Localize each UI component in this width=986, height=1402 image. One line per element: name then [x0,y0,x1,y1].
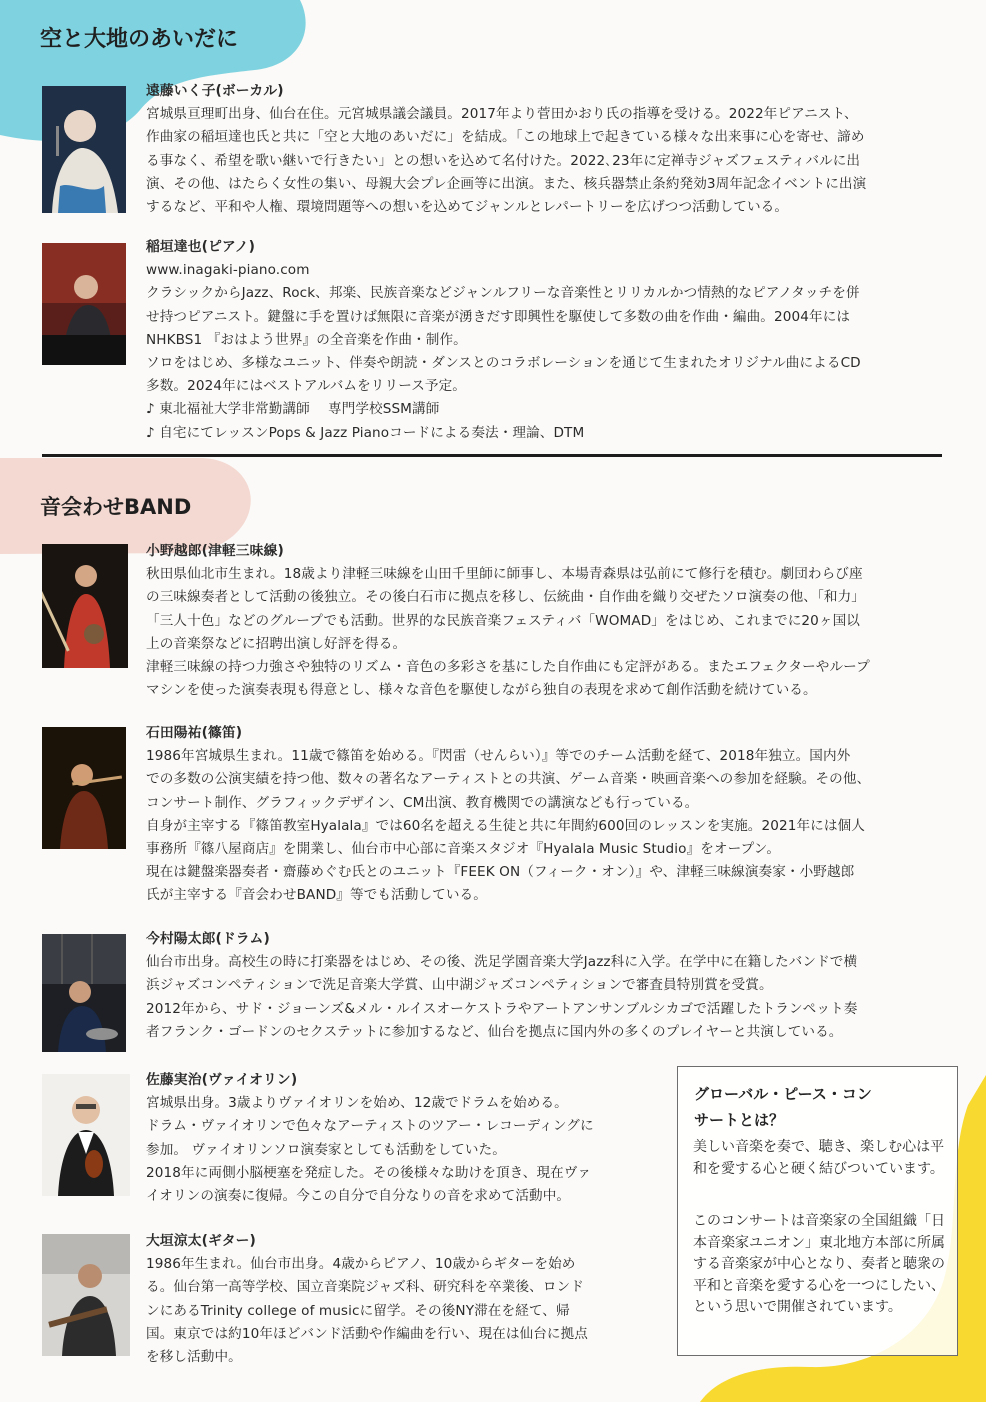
member-bio-line: 浜ジャズコンペティションで洗足音楽大学賞、山中湖ジャズコンペティションで審査員特別賞を受賞。 [146,977,773,994]
profile-photo [42,1234,130,1356]
member-name: 今村陽太郎(ドラム) [146,931,270,947]
info-box-paragraph: 美しい音楽を奏で、聴き、楽しむ心は平和を愛する心と硬く結びついています。 [693,1139,945,1177]
member-website-link[interactable]: www.inagaki-piano.com [146,262,310,279]
info-box-paragraph: このコンサートは音楽家の全国組織「日本音楽家ユニオン」東北地方本部に所属する音楽家が中心となり、奏者と聴衆の平和と音楽を愛する心を一つにしたい、という思いで開催されています。 [693,1213,945,1315]
profile-photo [42,1074,130,1196]
section-divider [42,454,942,457]
member-bio-line: での多数の公演実績を持つ他、数々の著名なアーティストとの共演、ゲーム音楽・映画音楽への参加を経験。その他、 [146,771,871,788]
profile-photo [42,934,126,1052]
member-bio-line: 現在は鍵盤楽器奏者・齋藤めぐむ氏とのユニット『FEEK ON（フィーク・オン）』や、津軽三味線演奏家・小野越郎 [146,864,855,881]
info-box [677,1066,958,1356]
profile-photo [42,86,126,213]
member-bio-line: せ持つピアニスト。鍵盤に手を置けば無限に音楽が湧きだす即興性を駆使して多数の曲を作曲・編曲。2004年には [146,308,851,325]
member-bio-line: 1986年宮城県生まれ。11歳で篠笛を始める。『閃雷（せんらい）』等でのチーム活動を経て、2018年独立。国内外 [146,748,851,765]
member-name: 佐藤実治(ヴァイオリン) [146,1072,298,1088]
member-bio-line: ソロをはじめ、多様なユニット、伴奏や朗読・ダンスとのコラボレーションを通じて生まれたオリジナル曲によるCD [146,355,861,372]
member-bio-line: 「三人十色」などのグループでも活動。世界的な民族音楽フェスティバ「WOMAD」をはじめ、これまでに20ヶ国以 [146,612,860,629]
member-bio-line: NHKBS1 『おはよう世界』の全音楽を作曲・制作。 [146,331,467,348]
member-bio-line: イオリンの演奏に復帰。今この自分で自分なりの音を求めて活動中。 [146,1188,571,1205]
member-bio-line: る。仙台第一高等学校、国立音楽院ジャズ科、研究科を卒業後、ロンド [146,1279,584,1296]
info-box-title: グローバル・ピース・コンサートとは？ [694,1085,872,1129]
member-bio-line: 秋田県仙北市生まれ。18歳より津軽三味線を山田千里師に師事し、本場青森県は弘前にて修行を積む。劇団わらび座 [146,566,863,583]
member-bio-line: クラシックからJazz、Rock、邦楽、民族音楽などジャンルフリーな音楽性とリリカルかつ情熱的なピアノタッチを併 [146,285,860,302]
member-name: 遠藤いく子(ボーカル) [146,83,284,99]
member-bio-line: 2018年に両側小脳梗塞を発症した。その後様々な助けを頂き、現在ヴァ [146,1164,592,1181]
member-name: 大垣涼太(ギター) [146,1233,256,1249]
member-bio-line: ♪ 東北福祉大学非常勤講師 専門学校SSM講師 [146,401,440,418]
profile-photo [42,727,126,849]
member-bio-line: 自身が主宰する『篠笛教室Hyalala』では60名を超える生徒と共に年間約600回のレッスンを実施。2021年には個人 [146,817,865,834]
member-bio-line: 事務所『篠八屋商店』を開業し、仙台市中心部に音楽スタジオ『Hyalala Music Studio』をオープン。 [146,841,781,858]
member-bio-line: の三味線奏者として活動の後独立。その後白石市に拠点を移し、伝統曲・自作曲を織り交ぜたソロ演奏の他、「和力」 [146,589,865,606]
member-name: 稲垣達也(ピアノ) [146,239,255,255]
member-bio-line: ンにあるTrinity college of musicに留学。その後NY滞在を経て、帰 [146,1302,570,1319]
member-bio-line: る事なく、希望を歌い継いで行きたい」との想いを込めて名付けた。2022､23年に定禅寺ジャズフェスティバルに出 [146,152,861,169]
member-bio-line: 1986年生まれ。仙台市出身。4歳からピアノ、10歳からギターを始め [146,1256,576,1273]
member-bio-line: ♪ 自宅にてレッスンPops & Jazz Pianoコードによる奏法・理論、DTM [146,424,585,441]
profile-photo [42,243,126,365]
member-bio-line: 国。東京では約10年ほどバンド活動や作編曲を行い、現在は仙台に拠点 [146,1325,589,1342]
member-bio-line: コンサート制作、グラフィックデザイン、CM出演、教育機関での講演なども行っている。 [146,794,699,811]
member-bio-line: マシンを使った演奏表現も得意とし、様々な音色を駆使しながら独自の表現を求めて創作活動を続けている。 [146,682,817,699]
member-name: 小野越郎(津軽三味線) [146,543,284,559]
member-bio-line: 仙台市出身。高校生の時に打楽器をはじめ、その後、洗足学園音楽大学Jazz科に入学。在学中に在籍したバンドで横 [146,954,858,971]
member-bio-line: 参加。 ヴァイオリンソロ演奏家としても活動をしていた。 [146,1141,506,1158]
section-title-band: 音会わせBAND [40,495,192,519]
member-bio-line: 2012年から、サド・ジョーンズ&メル・ルイスオーケストラやアートアンサンブルシカゴで活躍したトランペット奏 [146,1000,858,1017]
member-bio-line: するなど、平和や人権、環境問題等への想いを込めてジャンルとレパートリーを広げつつ活動している。 [146,199,789,216]
profile-photo [42,544,128,668]
member-bio-line: 演、その他、はたらく女性の集い、母親大会プレ企画等に出演。また、核兵器禁止条約発効3周年記念イベントに出演 [146,175,867,192]
member-bio-line: 多数。2024年にはベストアルバムをリリース予定。 [146,378,466,395]
member-bio-line: 上の音楽祭などに招聘出演し好評を得る。 [146,635,407,652]
member-bio-line: 津軽三味線の持つ力強さや独特のリズム・音色の多彩さを基にした自作曲にも定評がある。またエフェクターやループ [146,659,870,676]
member-bio-line: 氏が主宰する『音会わせBAND』等でも活動している。 [146,887,487,904]
member-name: 石田陽祐(篠笛) [146,725,243,741]
member-bio-line: ドラム・ヴァイオリンで色々なアーティストのツアー・レコーディングに [146,1118,594,1135]
member-bio-line: を移し活動中。 [146,1349,242,1366]
member-bio-line: 宮城県亘理町出身、仙台在住。元宮城県議会議員。2017年より菅田かおり氏の指導を受ける。2022年ピアニスト、 [146,106,858,123]
member-bio-line: 作曲家の稲垣達也氏と共に「空と大地のあいだに」を結成。「この地球上で起きている様々な出来事に心を寄せ、諦め [146,129,865,146]
member-bio-line: 者フランク・ゴードンのセクステットに参加するなど、仙台を拠点に国内外の多くのプレイヤーと共演している。 [146,1023,843,1040]
member-bio-line: 宮城県出身。3歳よりヴァイオリンを始め、12歳でドラムを始める。 [146,1095,568,1112]
section-title-sora: 空と大地のあいだに [40,27,239,52]
